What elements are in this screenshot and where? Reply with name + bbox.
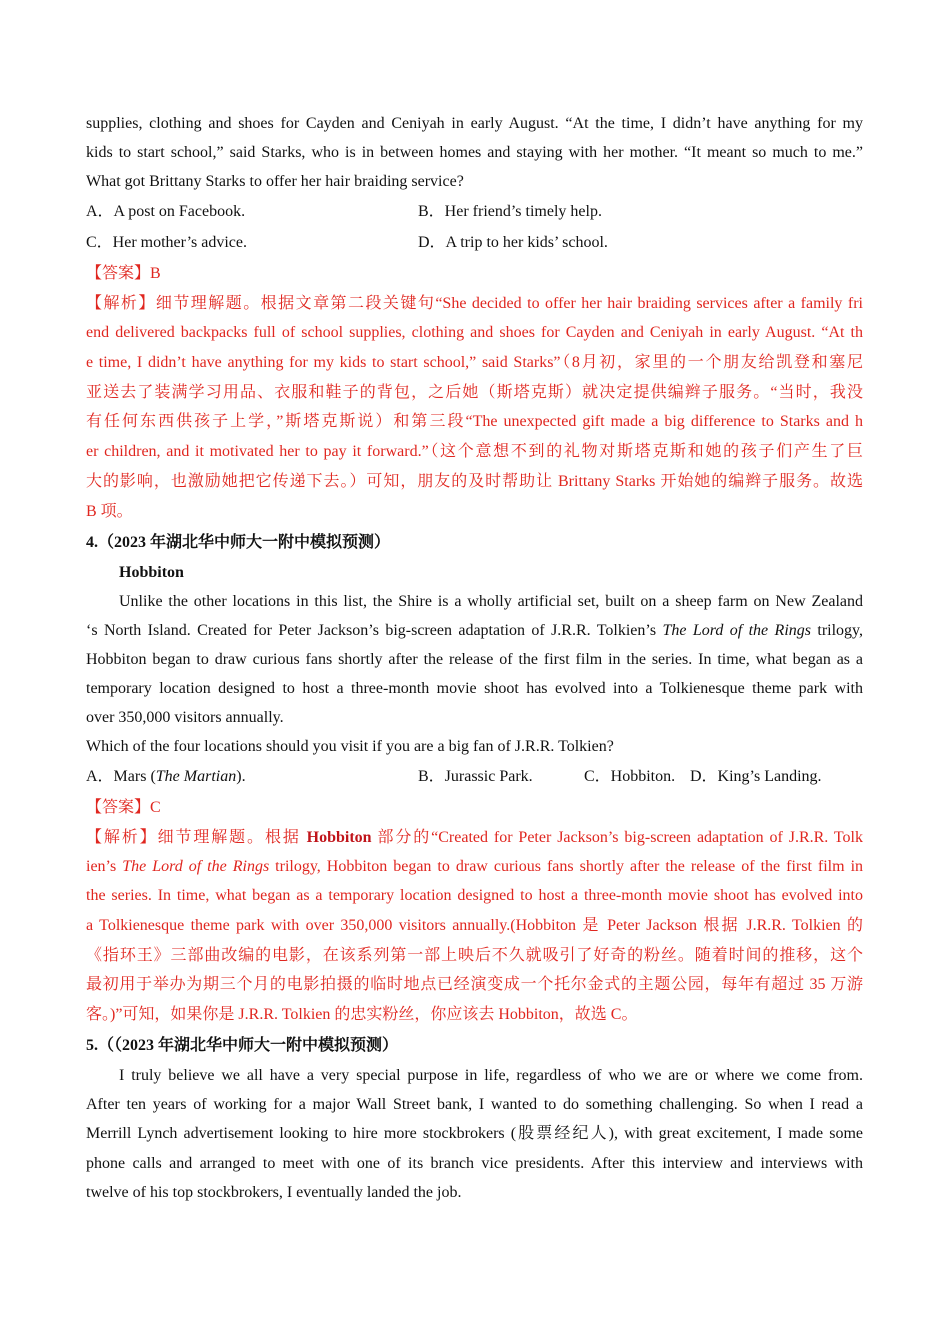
analysis-line: B 项。 (86, 503, 133, 520)
passage-line: phone calls and arranged to meet with one of its branch vice presidents. After this interview and interviews with (86, 1155, 863, 1172)
option-a: A．A post on Facebook. (86, 203, 246, 220)
passage-text: trilogy, (811, 622, 864, 639)
analysis-line (86, 857, 863, 877)
passage-line: I truly believe we all have a very special purpose in life, regardless of who we are or where we come from. (119, 1067, 863, 1084)
passage-line: kids to start school,” said Starks, who is in between homes and staying with her mother. “It meant so much to me.” (86, 144, 863, 161)
section-name: Hobbiton (306, 829, 372, 846)
option-d: D．A trip to her kids’ school. (418, 234, 608, 251)
passage-line: twelve of his top stockbrokers, I eventually landed the job. (86, 1184, 462, 1201)
option-c: C．Hobbiton. (584, 768, 676, 785)
question-text: What got Brittany Starks to offer her hair braiding service? (86, 173, 464, 190)
option-b: B．Jurassic Park. (418, 768, 533, 785)
analysis-line: 亚送去了装满学习用品、衣服和鞋子的背包，之后她（斯塔克斯）就决定提供编辫子服务。“当时，我没 (86, 384, 863, 401)
analysis-text: ien’s (86, 858, 123, 875)
analysis-text: trilogy, Hobbiton began to draw curious fans shortly after the release of the first film in (269, 858, 864, 875)
analysis-line: 有任何东西供孩子上学，”斯塔克斯说）和第三段“The unexpected gift made a big difference to Starks and h (86, 413, 863, 430)
analysis-line (86, 828, 863, 848)
analysis-line: a Tolkienesque theme park with over 350,000 visitors annually.(Hobbiton 是 Peter Jackson 根据 J.R.R. Tolkien 的 (86, 917, 863, 934)
option-d: D．King’s Landing. (690, 768, 822, 785)
question-text: Which of the four locations should you visit if you are a big fan of J.R.R. Tolkien? (86, 738, 614, 755)
option-b: B．Her friend’s timely help. (418, 203, 602, 220)
option-text: A．Mars ( (86, 768, 156, 785)
analysis-line: er children, and it motivated her to pay it forward.”（这个意想不到的礼物对斯塔克斯和她的孩子们产生了巨 (86, 443, 863, 460)
book-title: The Lord of the Rings (662, 622, 811, 639)
analysis-text: 部分的“Created for Peter Jackson’s big-screen adaptation of J.R.R. Tolk (371, 829, 863, 846)
passage-line: Hobbiton began to draw curious fans shortly after the release of the first film in the series. In time, what began as a (86, 651, 863, 668)
passage-line: Unlike the other locations in this list, the Shire is a wholly artificial set, built on a sheep farm on New Zealand (119, 593, 863, 610)
analysis-line: 最初用于举办为期三个月的电影拍摄的临时地点已经演变成一个托尔金式的主题公园，每年有超过 35 万游 (86, 976, 863, 993)
question-header: 5.（（2023 年湖北华中师大一附中模拟预测） (86, 1037, 399, 1054)
option-text: ). (236, 768, 246, 785)
passage-title: Hobbiton (119, 564, 184, 581)
option-a (86, 767, 246, 787)
analysis-line: 客。)”可知，如果你是 J.R.R. Tolkien 的忠实粉丝，你应该去 Hobbiton，故选 C。 (86, 1006, 638, 1023)
analysis-text: 【解析】细节理解题。根据 (86, 829, 307, 846)
passage-line: over 350,000 visitors annually. (86, 709, 284, 726)
passage-line: supplies, clothing and shoes for Cayden and Ceniyah in early August. “At the time, I didn’t have anything for my (86, 115, 863, 132)
analysis-line: the series. In time, what began as a temporary location designed to host a three-month movie shoot has evolved into (86, 887, 863, 904)
question-header: 4.（2023 年湖北华中师大一附中模拟预测） (86, 534, 391, 551)
answer-label: 【答案】B (86, 265, 161, 282)
option-c: C．Her mother’s advice. (86, 234, 247, 251)
analysis-line: 大的影响，也激励她把它传递下去。）可知，朋友的及时帮助让 Brittany Starks 开始她的编辫子服务。故选 (86, 473, 863, 490)
passage-line: temporary location designed to host a three-month movie shoot has evolved into a Tolkienesque theme park with (86, 680, 863, 697)
passage-line (86, 621, 863, 641)
book-title: The Lord of the Rings (122, 858, 270, 875)
movie-title: The Martian (155, 768, 237, 785)
passage-text: ‘s North Island. Created for Peter Jackson’s big-screen adaptation of J.R.R. Tolkien’s (86, 622, 663, 639)
passage-line: Merrill Lynch advertisement looking to hire more stockbrokers (股票经纪人), with great excitement, I made some (86, 1125, 863, 1142)
analysis-line: 【解析】细节理解题。根据文章第二段关键句“She decided to offer her hair braiding services after a family fri (86, 295, 863, 312)
passage-line: After ten years of working for a major Wall Street bank, I wanted to do something challenging. So when I read a (86, 1096, 863, 1113)
analysis-line: e time, I didn’t have anything for my kids to start school,” said Starks”（8月初，家里的一个朋友给凯登和塞尼 (86, 354, 863, 371)
analysis-line: 《指环王》三部曲改编的电影，在该系列第一部上映后不久就吸引了好奇的粉丝。随着时间的推移，这个 (86, 947, 863, 964)
analysis-line: end delivered backpacks full of school supplies, clothing and shoes for Cayden and Ceniyah in early August. “At th (86, 324, 863, 341)
answer-label: 【答案】C (86, 799, 161, 816)
